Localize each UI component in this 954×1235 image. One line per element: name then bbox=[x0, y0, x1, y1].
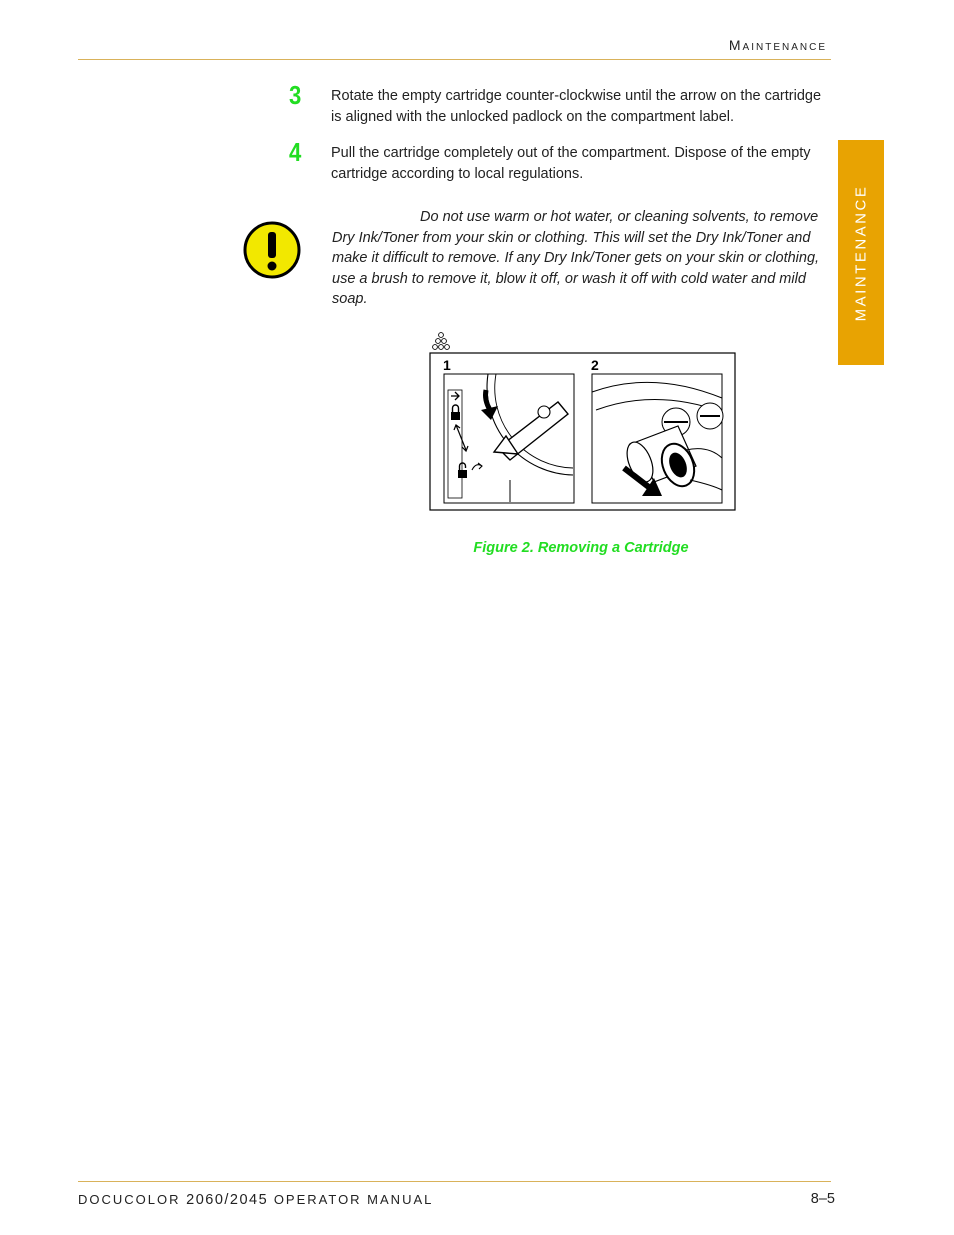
running-header: Maintenance bbox=[728, 37, 827, 53]
figure-caption: Figure 2. Removing a Cartridge bbox=[473, 540, 689, 556]
caution-text: Do not use warm or hot water, or cleaning solvents, to remove Dry Ink/Toner from your skin or clothing. This will set the Dry Ink/Toner and make it difficult to remove. If any Dry Ink/Toner gets on your skin or clothing, use a brush to remove it, blow it off, or wash it off with cold water and mild soap. bbox=[332, 209, 820, 307]
page-number: 8–5 bbox=[810, 1191, 835, 1207]
figure-panel-label-2: 2 bbox=[591, 357, 599, 373]
footer-rule bbox=[78, 1181, 831, 1182]
section-side-tab bbox=[838, 140, 884, 365]
footer-manual-title bbox=[78, 1192, 433, 1208]
header-rule bbox=[78, 59, 831, 60]
figure-panel-label-1: 1 bbox=[443, 357, 451, 373]
footer-model: 2060/2045 bbox=[186, 1192, 269, 1208]
figure-panel-1 bbox=[444, 374, 574, 503]
step-text-3: Rotate the empty cartridge counter-clockwise until the arrow on the cartridge is aligned with the unlocked padlock on the compartment label. bbox=[331, 88, 822, 125]
step-number-3: 3 bbox=[289, 80, 302, 110]
footer-manual: OPERATOR MANUAL bbox=[273, 1192, 434, 1207]
cartridge-removal-figure bbox=[428, 330, 738, 514]
step-number-4: 4 bbox=[289, 137, 302, 167]
footer-product: DOCUCOLOR bbox=[78, 1192, 181, 1207]
toner-symbol-icon bbox=[433, 333, 450, 350]
exclamation-warning-icon bbox=[243, 221, 301, 279]
step-text-4: Pull the cartridge completely out of the compartment. Dispose of the empty cartridge according to local regulations. bbox=[331, 145, 811, 182]
side-tab-label: MAINTENANCE bbox=[852, 184, 870, 321]
